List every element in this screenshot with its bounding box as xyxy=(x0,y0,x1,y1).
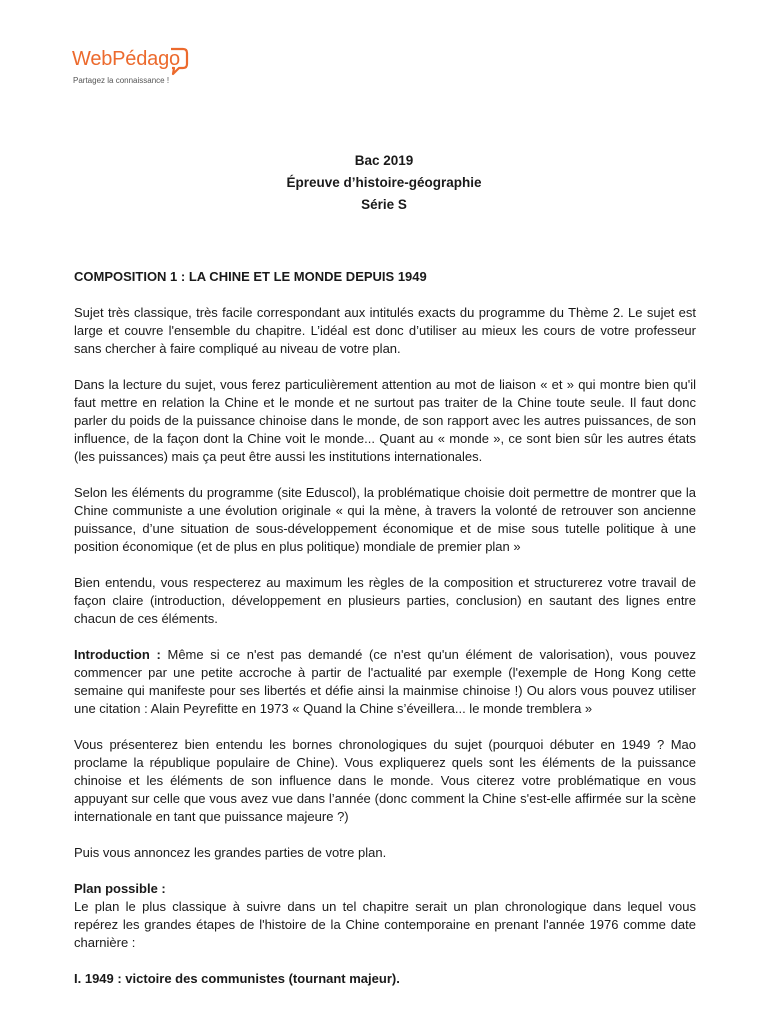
paragraph-plan xyxy=(74,880,696,952)
logo-tagline: Partagez la connaissance ! xyxy=(73,76,170,85)
introduction-text: Même si ce n'est pas demandé (ce n'est qu'un élément de valorisation), vous pouvez commencer par une petite accroche à partir de l'actualité par exemple (l'exemple de Hong Kong cette semaine qui manifeste pour ses libertés et défie ainsi la mainmise chinoise !) Ou alors vous pouvez utiliser une citation : Alain Peyrefitte en 1973 « Quand la Chine s’éveillera... le monde tremblera » xyxy=(74,647,696,716)
speech-bubble-icon xyxy=(167,46,189,76)
exam-series: Série S xyxy=(361,197,407,212)
exam-subject: Épreuve d’histoire-géographie xyxy=(286,175,482,190)
document-heading xyxy=(0,150,768,216)
document-body xyxy=(74,268,696,1006)
plan-text: Le plan le plus classique à suivre dans un tel chapitre serait un plan chronologique dans lequel vous repérez les grandes étapes de l'histoire de la Chine contemporaine en prenant l'année 1976 comme date charnière : xyxy=(74,899,696,950)
plan-part-one: I. 1949 : victoire des communistes (tournant majeur). xyxy=(74,971,400,986)
exam-year: Bac 2019 xyxy=(354,153,414,168)
paragraph-problematique: Selon les éléments du programme (site Eduscol), la problématique choisie doit permettre de montrer que la Chine communiste a une évolution originale « qui la mène, à travers la volonté de retrouver son ancienne puissance, d’une situation de sous-développement économique et de mise sous tutelle politique à une position économique (et de plus en plus politique) mondiale de premier plan » xyxy=(74,485,696,554)
paragraph-annonce: Puis vous annoncez les grandes parties de votre plan. xyxy=(74,845,387,860)
webpedago-logo xyxy=(72,44,202,92)
logo-name: WebPédago xyxy=(72,48,180,70)
paragraph-reading: Dans la lecture du sujet, vous ferez particulièrement attention au mot de liaison « et » qui montre bien qu'il faut mettre en relation la Chine et le monde et ne surtout pas traiter de la Chine toute seule. Il faut donc parler du poids de la puissance chinoise dans le monde, de son rapport avec les autres puissances, de son influence, de la façon dont la Chine voit le monde... Quant au « monde », ce sont bien sûr les autres états (les puissances) mais ça peut être aussi les institutions internationales. xyxy=(74,377,696,464)
composition-title: COMPOSITION 1 : LA CHINE ET LE MONDE DEPUIS 1949 xyxy=(74,269,427,284)
paragraph-introduction xyxy=(74,646,696,718)
paragraph-intro-subject: Sujet très classique, très facile correspondant aux intitulés exacts du programme du Thème 2. Le sujet est large et couvre l'ensemble du chapitre. L’idéal est donc d’utiliser au mieux les cours de votre professeur sans chercher à faire compliqué au niveau de votre plan. xyxy=(74,305,696,356)
paragraph-bornes: Vous présenterez bien entendu les bornes chronologiques du sujet (pourquoi débuter en 1949 ? Mao proclame la république populaire de Chine). Vous expliquerez quels sont les éléments de la puissance chinoise et les éléments de son influence dans le monde. Vous citerez votre problématique en vous appuyant sur celle que vous avez vue dans l’année (donc comment la Chine s'est-elle affirmée sur la scène internationale en tant que puissance majeure ?) xyxy=(74,737,696,824)
introduction-label: Introduction : xyxy=(74,647,161,662)
paragraph-rules: Bien entendu, vous respecterez au maximum les règles de la composition et structurerez votre travail de façon claire (introduction, développement en plusieurs parties, conclusion) en sautant des lignes entre chacun de ces éléments. xyxy=(74,575,696,626)
plan-label: Plan possible : xyxy=(74,881,166,896)
